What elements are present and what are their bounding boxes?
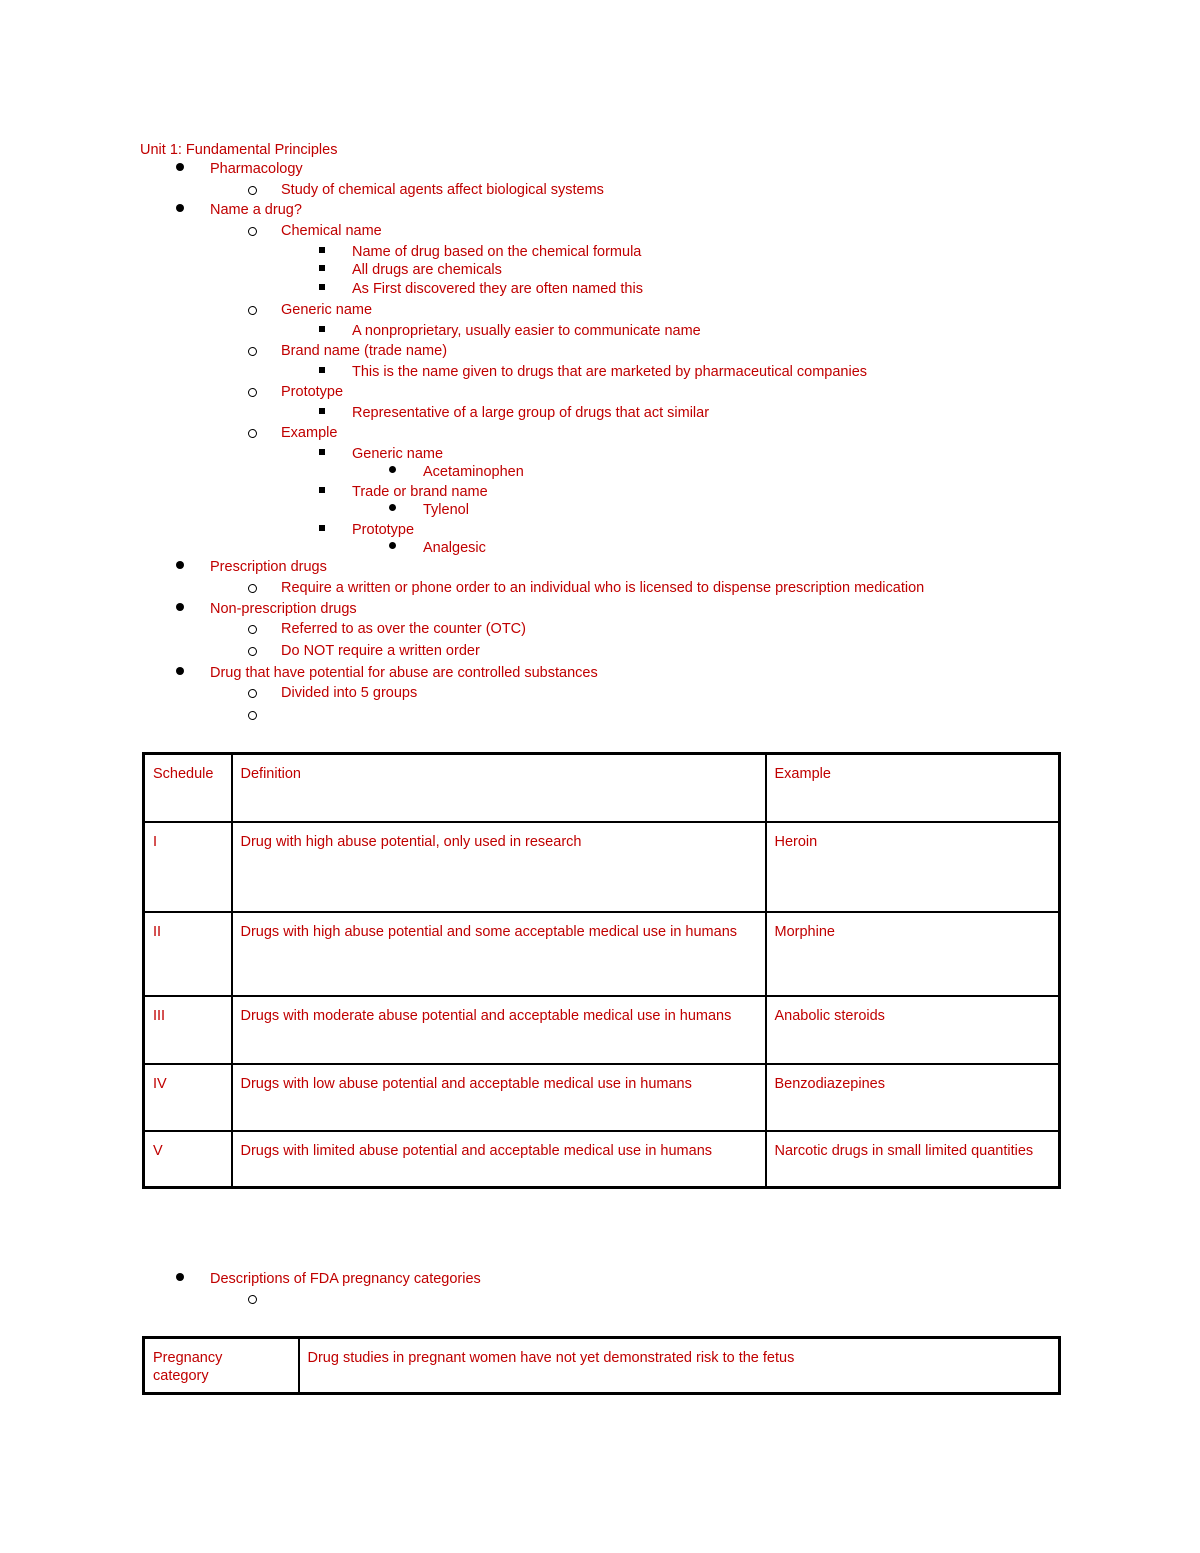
page-title: Unit 1: Fundamental Principles [140,142,338,158]
bullet-icon [389,542,396,549]
outline-item-prescription-drugs: Prescription drugs [210,559,327,575]
outline-point: All drugs are chemicals [352,262,502,278]
table-row [144,996,1060,1064]
outline-subitem: Chemical name [281,223,382,239]
circle-bullet-icon [248,711,257,720]
schedule-cell: II [144,912,232,996]
table-row [144,1131,1060,1188]
table-header-row [144,754,1060,822]
outline-item-controlled-substances: Drug that have potential for abuse are controlled substances [210,665,598,681]
circle-bullet-icon [248,584,257,593]
bullet-icon [176,603,184,611]
outline-point: Trade or brand name [352,484,488,500]
circle-bullet-icon [248,1295,257,1304]
outline-point: Name of drug based on the chemical formula [352,244,642,260]
square-bullet-icon [319,367,325,373]
circle-bullet-icon [248,186,257,195]
outline-subitem: Generic name [281,302,373,318]
category-description-cell: Drug studies in pregnant women have not yet demonstrated risk to the fetus [299,1338,1060,1394]
circle-bullet-icon [248,625,257,634]
circle-bullet-icon [248,388,257,397]
outline-point: A nonproprietary, usually easier to communicate name [352,323,701,339]
outline-subitem: Divided into 5 groups [281,685,418,701]
schedule-cell: V [144,1131,232,1188]
table-row [144,912,1060,996]
example-cell: Heroin [766,822,1060,912]
square-bullet-icon [319,449,325,455]
definition-cell: Drugs with moderate abuse potential and acceptable medical use in humans [232,996,766,1064]
table-header-cell: Schedule [144,754,232,822]
example-cell: Anabolic steroids [766,996,1060,1064]
square-bullet-icon [319,408,325,414]
category-label-cell [144,1338,299,1394]
square-bullet-icon [319,247,325,253]
outline-point: Prototype [352,522,415,538]
outline-subitem: Referred to as over the counter (OTC) [281,621,526,637]
pregnancy-category-table [142,1336,1061,1395]
square-bullet-icon [319,265,325,271]
outline-example-value: Analgesic [423,540,486,556]
outline-point: As First discovered they are often named this [352,281,643,297]
table-header-cell: Example [766,754,1060,822]
circle-bullet-icon [248,227,257,236]
outline-subitem: Do NOT require a written order [281,643,480,659]
controlled-substance-schedule-table [142,752,1061,1189]
example-cell: Morphine [766,912,1060,996]
example-cell: Narcotic drugs in small limited quantities [766,1131,1060,1188]
table-row [144,822,1060,912]
circle-bullet-icon [248,306,257,315]
circle-bullet-icon [248,647,257,656]
definition-cell: Drugs with low abuse potential and acceptable medical use in humans [232,1064,766,1131]
schedule-cell: IV [144,1064,232,1131]
circle-bullet-icon [248,347,257,356]
bullet-icon [389,504,396,511]
bullet-icon [176,1273,184,1281]
category-label: Pregnancy category [153,1350,223,1384]
definition-cell: Drug with high abuse potential, only used in research [232,822,766,912]
outline-subitem: Require a written or phone order to an individual who is licensed to dispense prescription medication [281,580,925,596]
outline-item-pharmacology: Pharmacology [210,161,303,177]
outline-point: Representative of a large group of drugs that act similar [352,405,710,421]
bullet-icon [176,667,184,675]
circle-bullet-icon [248,689,257,698]
table-row [144,1338,1060,1394]
example-cell: Benzodiazepines [766,1064,1060,1131]
outline-subitem: Brand name (trade name) [281,343,448,359]
outline-item-non-prescription-drugs: Non-prescription drugs [210,601,357,617]
definition-cell: Drugs with high abuse potential and some acceptable medical use in humans [232,912,766,996]
outline-subitem: Prototype [281,384,344,400]
outline-point: Generic name [352,446,444,462]
outline-example-value: Acetaminophen [423,464,524,480]
bullet-icon [176,204,184,212]
schedule-cell: III [144,996,232,1064]
outline-example-value: Tylenol [423,502,469,518]
table-row [144,1064,1060,1131]
outline-item-name-a-drug: Name a drug? [210,202,302,218]
outline-subitem: Example [281,425,338,441]
schedule-cell: I [144,822,232,912]
square-bullet-icon [319,326,325,332]
square-bullet-icon [319,284,325,290]
bullet-icon [176,561,184,569]
bullet-icon [389,466,396,473]
circle-bullet-icon [248,429,257,438]
outline-point: This is the name given to drugs that are marketed by pharmaceutical companies [352,364,868,380]
square-bullet-icon [319,525,325,531]
definition-cell: Drugs with limited abuse potential and acceptable medical use in humans [232,1131,766,1188]
outline-item-fda-pregnancy: Descriptions of FDA pregnancy categories [210,1271,481,1287]
outline-subitem: Study of chemical agents affect biological systems [281,182,604,198]
bullet-icon [176,163,184,171]
table-header-cell: Definition [232,754,766,822]
square-bullet-icon [319,487,325,493]
